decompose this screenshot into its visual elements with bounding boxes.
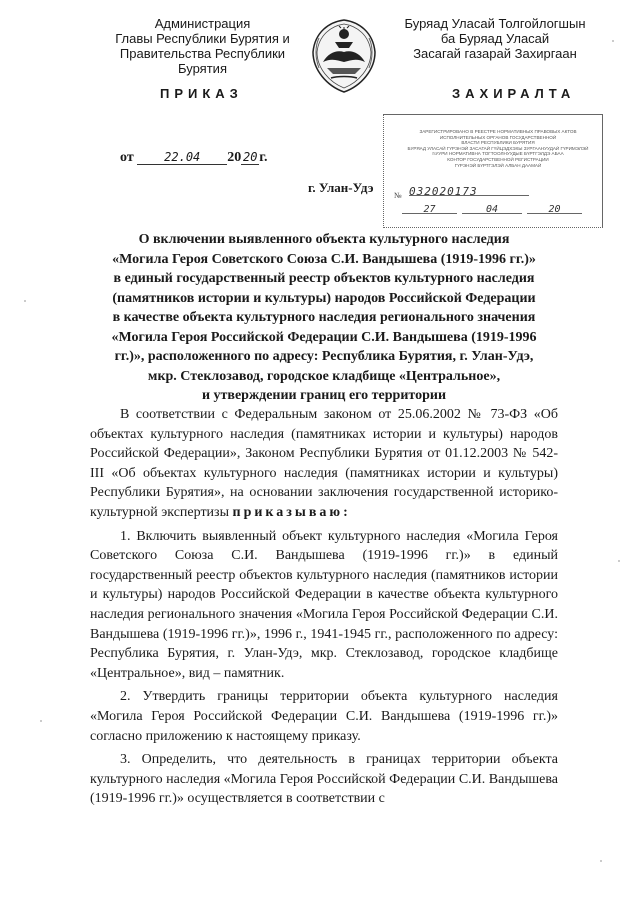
scan-speck <box>600 860 602 862</box>
title-line: в единый государственный реестр объектов культурного наследия <box>113 271 535 286</box>
header-left-line: Главы Республики Бурятия и <box>115 31 290 46</box>
header-right-bua <box>395 16 595 61</box>
date-year: 20 <box>242 150 258 164</box>
stamp-number-label: № <box>394 191 402 200</box>
intro-text: В соответствии с Федеральным законом от 25.06.2002 № 73-ФЗ «Об объектах культурного наследия (памятниках истории и культуры) народов Российской Федерации», Законом Республики Бурятия от 01.12.2003 № 542-III «Об объектах культурного наследия (памятниках истории и культуры) Республики Бурятия», на основании заключения государственной историко-культурной экспертизы <box>90 407 558 520</box>
clause-1: 1. Включить выявленный объект культурного наследия «Могила Героя Советского Союза С.И. Вандышева (1919-1996 гг.)» в единый государственный реестр объектов культурного наследия (памятников истории и культуры) народов Российской Федерации в качестве объекта культурного наследия регионального значения «Могила Героя Российской Федерации С.И. Вандышева (1919-1996 гг.)», 1996 г., 1941-1945 гг., расположенного по адресу: Республика Бурятия, г. Улан-Удэ, мкр. Стеклозавод, городское кладбище «Центральное», вид – памятник. <box>90 528 558 681</box>
order-title-ru: ПРИКАЗ <box>160 86 243 101</box>
stamp-line: БУРЯАД УЛАСАЙ ГҮРЭНЭЙ ЗАСАГАЙ ГҮЙЦЭДХЭХЫ ЗУРГААНУУДАЙ ГҮРИМЭЛЭЙ <box>407 145 589 151</box>
date-day-month: 22.04 <box>137 150 227 165</box>
stamp-line: ИСПОЛНИТЕЛЬНЫХ ОРГАНОВ ГОСУДАРСТВЕННОЙ <box>439 134 557 140</box>
date-prefix: от <box>120 150 134 165</box>
header-left-line: Администрация <box>154 16 251 31</box>
document-body <box>90 405 558 809</box>
registration-stamp <box>383 114 603 228</box>
document-title <box>96 230 552 406</box>
order-verb: приказываю: <box>232 504 351 520</box>
title-line: (памятников истории и культуры) народов Российской Федерации <box>112 290 536 306</box>
header-left-ru <box>95 16 310 76</box>
title-line: гг.)», расположенного по адресу: Республика Бурятия, г. Улан-Удэ, <box>114 349 534 364</box>
stamp-line: ЗАРЕГИСТРИРОВАНО В РЕЕСТРЕ НОРМАТИВНЫХ ПРАВОВЫХ АКТОВ <box>419 129 577 134</box>
header-right-line: Буряад Уласай Толгойлогшын <box>404 16 586 31</box>
stamp-day: 27 <box>402 207 457 214</box>
stamp-month: 04 <box>462 207 522 214</box>
stamp-line: ҺУУРИ НОРМАТИВНА ТОГТООЛНУУДЫЕ БҮРТГЭЛДЭ АБАА <box>432 151 564 157</box>
stamp-line: ВЛАСТИ РЕСПУБЛИКИ БУРЯТИЯ <box>461 140 535 146</box>
title-line: в качестве объекта культурного наследия регионального значения <box>112 310 536 325</box>
date-century: 20 <box>227 150 242 165</box>
stamp-text <box>398 129 598 168</box>
title-line: и утверждении границ его территории <box>201 388 447 403</box>
scan-speck <box>40 720 42 722</box>
title-line: мкр. Стеклозавод, городское кладбище «Центральное», <box>147 368 501 384</box>
scan-speck <box>24 300 26 302</box>
stamp-date <box>402 204 577 221</box>
city-name: г. Улан-Удэ <box>308 180 374 195</box>
date-suffix: г. <box>259 150 268 165</box>
header-right-line: Засагай газарай Захиргаан <box>413 46 577 61</box>
stamp-line: КОНТОР ГОСУДАРСТВЕННОЙ РЕГИСТРАЦИИ <box>447 156 549 162</box>
stamp-registration-number: 032020173 <box>409 189 529 196</box>
title-line: О включении выявленного объекта культурного наследия <box>138 232 510 247</box>
header-right-line: ба Буряад Уласай <box>440 31 550 46</box>
clause-2: 2. Утвердить границы территории объекта культурного наследия «Могила Героя Российской Федерации С.И. Вандышева (1919-1996 гг.)» согласно приложению к настоящему приказу. <box>90 689 558 744</box>
order-date <box>120 150 267 166</box>
order-title-bua: ЗАХИРАЛТА <box>452 86 576 101</box>
header-left-line: Правительства Республики Бурятия <box>119 46 286 76</box>
stamp-line: ГҮРЭНЭЙ БҮРТГЭЛЭЙ АЛБАН ДААМАЙ <box>454 162 542 168</box>
stamp-year: 20 <box>527 207 582 214</box>
title-line: «Могила Героя Российской Федерации С.И. Вандышева (1919-1996 <box>111 329 537 345</box>
intro-paragraph <box>90 405 558 523</box>
title-line: «Могила Героя Советского Союза С.И. Вандышева (1919-1996 гг.)» <box>112 251 536 267</box>
scan-speck <box>612 40 614 42</box>
scan-speck <box>618 560 620 562</box>
clause-3: 3. Определить, что деятельность в границах территории объекта культурного наследия «Могила Героя Российской Федерации С.И. Вандышева (1919-1996 гг.)» осуществляется в соответствии с <box>90 752 558 807</box>
coat-of-arms-icon <box>305 18 383 94</box>
